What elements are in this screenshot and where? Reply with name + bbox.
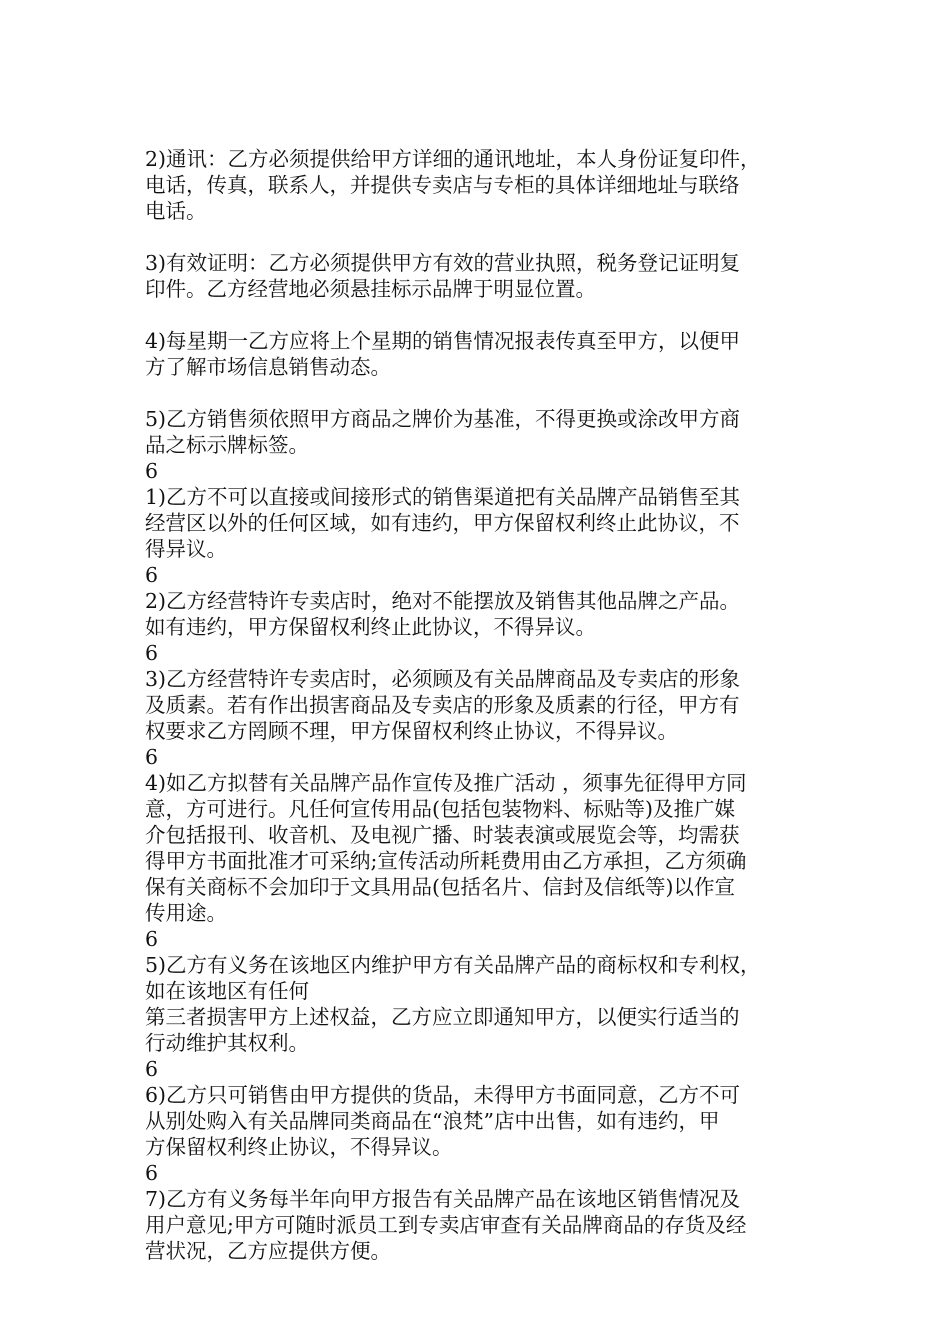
text-line: 3)有效证明：乙方必须提供甲方有效的营业执照，税务登记证明复 — [145, 251, 741, 275]
section-marker: 6 — [145, 563, 159, 587]
section-marker: 6 — [145, 1057, 159, 1081]
text-line: 营状况，乙方应提供方便。 — [145, 1239, 391, 1263]
clause-paragraph — [145, 250, 825, 302]
text-line: 4)如乙方拟替有关品牌产品作宣传及推广活动 ，须事先征得甲方同 — [145, 771, 747, 795]
text-line: 得甲方书面批准才可采纳;宣传活动所耗费用由乙方承担，乙方须确 — [145, 849, 747, 873]
section-marker: 6 — [145, 1161, 159, 1185]
text-line: 6)乙方只可销售由甲方提供的货品，未得甲方书面同意，乙方不可 — [145, 1083, 741, 1107]
text-line: 4)每星期一乙方应将上个星期的销售情况报表传真至甲方，以便甲 — [145, 329, 741, 353]
text-line: 如在该地区有任何 — [145, 979, 309, 1003]
text-line: 印件。乙方经营地必须悬挂标示品牌于明显位置。 — [145, 277, 596, 301]
text-line: 权要求乙方罔顾不理，甲方保留权利终止协议，不得异议。 — [145, 719, 678, 743]
paragraph-spacer — [145, 224, 825, 250]
clause-paragraph — [145, 146, 825, 224]
text-line: 品之标示牌标签。 — [145, 433, 309, 457]
section-clause — [145, 640, 825, 744]
section-marker: 6 — [145, 927, 159, 951]
text-line: 保有关商标不会加印于文具用品(包括名片、信封及信纸等)以作宣 — [145, 875, 735, 899]
text-line: 介包括报刊、收音机、及电视广播、时装表演或展览会等，均需获 — [145, 823, 740, 847]
text-line: 经营区以外的任何区域，如有违约，甲方保留权利终止此协议，不 — [145, 511, 740, 535]
section-marker: 6 — [145, 745, 159, 769]
section-clause — [145, 744, 825, 926]
section-marker: 6 — [145, 459, 159, 483]
section-clause — [145, 926, 825, 1056]
text-line: 7)乙方有义务每半年向甲方报告有关品牌产品在该地区销售情况及 — [145, 1187, 741, 1211]
text-line: 1)乙方不可以直接或间接形式的销售渠道把有关品牌产品销售至其 — [145, 485, 741, 509]
section-clause — [145, 1160, 825, 1264]
document-page — [145, 146, 825, 1264]
text-line: 用户意见;甲方可随时派员工到专卖店审查有关品牌商品的存货及经 — [145, 1213, 747, 1237]
text-line: 2)乙方经营特许专卖店时，绝对不能摆放及销售其他品牌之产品。 — [145, 589, 741, 613]
text-line: 5)乙方销售须依照甲方商品之牌价为基准，不得更换或涂改甲方商 — [145, 407, 741, 431]
text-line: 2)通讯：乙方必须提供给甲方详细的通讯地址，本人身份证复印件， — [145, 147, 761, 171]
text-line: 电话，传真，联系人，并提供专卖店与专柜的具体详细地址与联络 — [145, 173, 740, 197]
text-line: 5)乙方有义务在该地区内维护甲方有关品牌产品的商标权和专利权， — [145, 953, 761, 977]
section-clause — [145, 1056, 825, 1160]
text-line: 得异议。 — [145, 537, 227, 561]
text-line: 传用途。 — [145, 901, 227, 925]
text-line: 从别处购入有关品牌同类商品在“浪梵”店中出售，如有违约，甲 — [145, 1109, 720, 1133]
section-marker: 6 — [145, 641, 159, 665]
text-line: 方保留权利终止协议，不得异议。 — [145, 1135, 453, 1159]
text-line: 3)乙方经营特许专卖店时，必须顾及有关品牌商品及专卖店的形象 — [145, 667, 741, 691]
section-clause — [145, 458, 825, 562]
paragraph-spacer — [145, 380, 825, 406]
text-line: 行动维护其权利。 — [145, 1031, 309, 1055]
text-line: 意，方可进行。凡任何宣传用品(包括包装物料、标贴等)及推广媒 — [145, 797, 735, 821]
text-line: 如有违约，甲方保留权利终止此协议，不得异议。 — [145, 615, 596, 639]
text-line: 方了解市场信息销售动态。 — [145, 355, 391, 379]
section-clause — [145, 562, 825, 640]
clause-paragraph — [145, 406, 825, 458]
text-line: 电话。 — [145, 199, 207, 223]
clause-paragraph — [145, 328, 825, 380]
text-line: 及质素。若有作出损害商品及专卖店的形象及质素的行径，甲方有 — [145, 693, 740, 717]
text-line: 第三者损害甲方上述权益，乙方应立即通知甲方，以便实行适当的 — [145, 1005, 740, 1029]
paragraph-spacer — [145, 302, 825, 328]
